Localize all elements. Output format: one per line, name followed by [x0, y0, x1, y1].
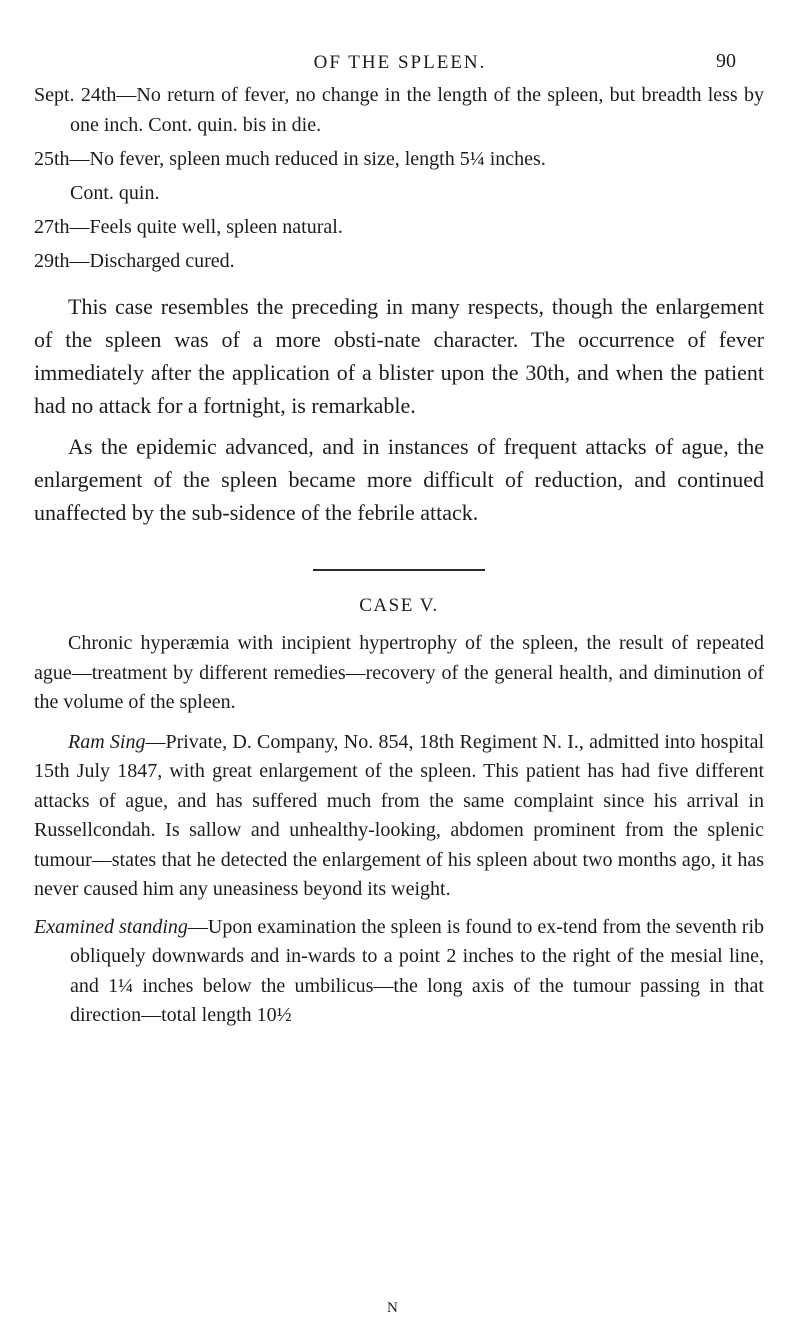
- examination-text: —Upon examination the spleen is found to ex-tend from the seventh rib obliquely downwards and in-wards to a point 2 inches to the right of the mesial line, and 1¼ inches below the umbilicus—the long axis of the tumour passing in that direction—total length 10½: [70, 915, 764, 1026]
- signature-mark: N: [387, 1300, 399, 1316]
- examination-label: Examined standing: [34, 915, 188, 938]
- patient-name: Ram Sing: [68, 730, 146, 753]
- case-heading: CASE V.: [359, 595, 439, 616]
- page-body: [34, 80, 764, 1031]
- examination-paragraph: [34, 913, 764, 1031]
- epidemic-paragraph: As the epidemic advanced, and in instances of frequent attacks of ague, the enlargement of the spleen became more difficult of reduction, and continued unaffected by the sub-sidence of the febrile attack.: [34, 434, 764, 525]
- case-history: [34, 728, 764, 905]
- running-title: OF THE SPLEEN.: [313, 52, 487, 73]
- diary-entry-25th-continued: Cont. quin.: [70, 182, 160, 204]
- case-history-text: —Private, D. Company, No. 854, 18th Regiment N. I., admitted into hospital 15th July 1847, with great enlargement of the spleen. This patient has had five different attacks of ague, and has suffered much from the same complaint since his arrival in Russellcondah. Is sallow and unhealthy-looking, abdomen prominent from the splenic tumour—states that he detected the enlargement of his spleen about two months ago, it has never caused him any uneasiness beyond its weight.: [34, 730, 765, 900]
- page-number: 90: [716, 50, 736, 72]
- diary-entry-29th: 29th—Discharged cured.: [34, 250, 235, 272]
- case-summary: Chronic hyperæmia with incipient hypertrophy of the spleen, the result of repeated ague—treatment by different remedies—recovery of the general health, and diminution of the volume of the spleen.: [34, 632, 764, 713]
- section-divider: [313, 569, 485, 571]
- diary-entry-27th: 27th—Feels quite well, spleen natural.: [34, 216, 343, 238]
- running-head: [0, 50, 800, 80]
- diary-entry-25th: 25th—No fever, spleen much reduced in size, length 5¼ inches.: [34, 148, 546, 170]
- commentary-paragraph: This case resembles the preceding in many respects, though the enlargement of the spleen was of a more obsti-nate character. The occurrence of fever immediately after the application of a blister upon the 30th, and when the patient had no attack for a fortnight, is remarkable.: [34, 294, 764, 418]
- diary-entry-sept-24: Sept. 24th—No return of fever, no change in the length of the spleen, but breadth less by one inch. Cont. quin. bis in die.: [34, 84, 764, 136]
